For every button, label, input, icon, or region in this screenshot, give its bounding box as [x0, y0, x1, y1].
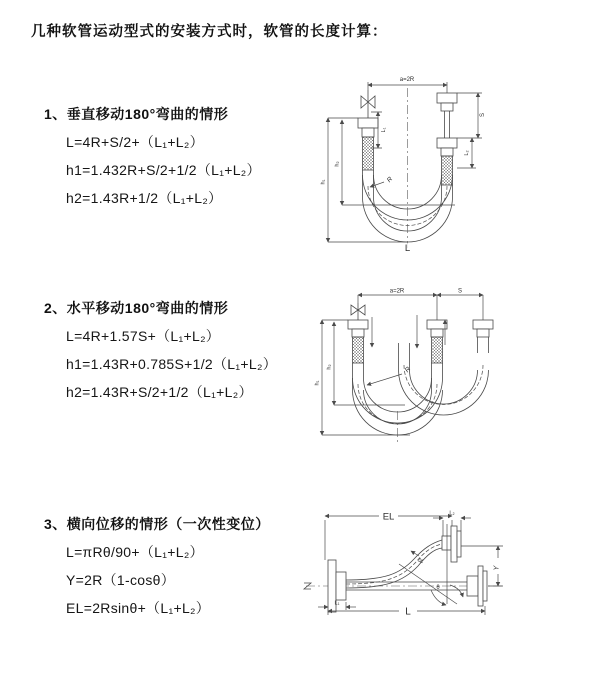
dim-label-l1: L₁ — [381, 127, 387, 133]
angle-label: θ — [436, 585, 440, 591]
section-2-heading: 2、水平移动180°弯曲的情形 — [44, 300, 229, 316]
dimension-fitting-right — [457, 138, 476, 168]
upper-flange — [442, 526, 461, 562]
formula-h1: h1=1.43R+0.785S+1/2（L₁+L₂） — [66, 356, 277, 372]
dim-label-h2: h₂ — [334, 161, 341, 167]
pipe-fittings — [348, 320, 493, 363]
dim-label-s: S — [457, 288, 463, 295]
dimension-fitting-left — [318, 601, 356, 611]
radius-label: R — [385, 175, 395, 185]
dimension-travel — [457, 93, 486, 138]
dim-label-s: S — [480, 112, 486, 118]
dimension-length — [328, 606, 485, 618]
formula-h2: h2=1.43R+S/2+1/2（L₁+L₂） — [66, 384, 253, 400]
dim-label-l2: L₂ — [449, 510, 455, 517]
formula-h2: h2=1.43R+1/2（L₁+L₂） — [66, 190, 223, 206]
valve-icon — [361, 90, 375, 118]
hose-s-curve — [346, 540, 442, 588]
right-pipe-fitting — [437, 93, 457, 185]
valve-icon — [351, 303, 365, 320]
hose-u-position-2 — [399, 343, 489, 415]
section-1 — [44, 104, 261, 208]
formula-y: Y=2R（1-cosθ） — [66, 572, 176, 588]
left-pipe-fitting — [358, 118, 378, 170]
formula-length: L=4R+S/2+（L₁+L₂） — [66, 134, 204, 150]
dim-label-y: Y — [493, 565, 501, 571]
length-label: L — [404, 243, 411, 254]
dim-label-span: a=2R — [389, 288, 405, 295]
dim-label-l1: L₁ — [334, 600, 340, 607]
formula-length: L=4R+1.57S+（L₁+L₂） — [66, 328, 221, 344]
formula-el: EL=2Rsinθ+（L₁+L₂） — [66, 600, 211, 616]
dim-label-l2: L₂ — [464, 150, 470, 156]
section-3-heading: 3、横向位移的情形（一次性变位） — [44, 516, 270, 532]
section-2 — [44, 298, 277, 402]
dim-label-el: EL — [382, 511, 395, 523]
dim-label-l: L — [405, 606, 411, 618]
page-title: 几种软管运动型式的安装方式时，软管的长度计算： — [31, 24, 388, 40]
dim-label-span: a=2R — [399, 77, 415, 83]
radius-callout — [411, 551, 425, 564]
dim-label-h1: h₁ — [320, 179, 327, 185]
right-flange — [467, 566, 487, 606]
radius-label: R — [417, 557, 426, 564]
dim-label-h2: h₂ — [326, 364, 333, 370]
section-1-heading: 1、垂直移动180°弯曲的情形 — [44, 106, 229, 122]
dimension-span — [358, 289, 483, 321]
radius-label: R — [403, 365, 413, 375]
section-3 — [44, 514, 270, 618]
radius-callout — [367, 366, 412, 385]
diagram-horizontal-180-bend — [310, 283, 585, 453]
dim-label-h1: h₁ — [314, 380, 321, 386]
formula-h1: h1=1.432R+S/2+1/2（L₁+L₂） — [66, 162, 261, 178]
diagram-lateral-displacement — [300, 498, 590, 648]
formula-length: L=πRθ/90+（L₁+L₂） — [66, 544, 204, 560]
diagram-vertical-180-bend — [305, 70, 590, 265]
dimension-height-inner — [327, 322, 406, 405]
